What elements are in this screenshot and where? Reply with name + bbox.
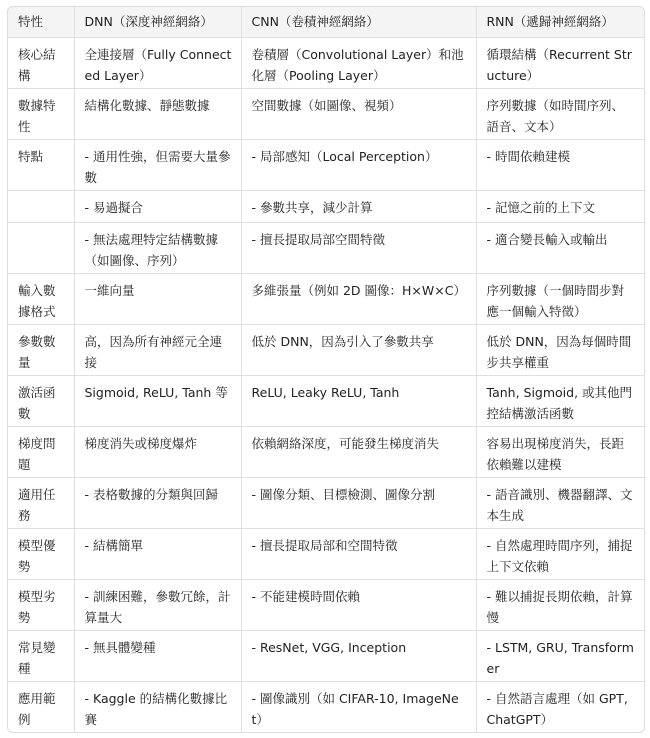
- cnn-cell: - 擅長提取局部和空間特徵: [241, 528, 476, 579]
- rnn-cell: 循環結構（Recurrent Structure）: [476, 37, 644, 88]
- feature-cell: [8, 222, 74, 273]
- feature-cell: 應用範例: [8, 681, 74, 732]
- rnn-cell: - 語音識別、機器翻譯、文本生成: [476, 477, 644, 528]
- table-row: [8, 324, 644, 375]
- table-row: [8, 222, 644, 273]
- cnn-cell: - 不能建模時間依賴: [241, 579, 476, 630]
- feature-cell: 常見變種: [8, 630, 74, 681]
- table-row: [8, 426, 644, 477]
- table-row: [8, 88, 644, 139]
- rnn-cell: - 難以捕捉長期依賴，計算慢: [476, 579, 644, 630]
- header-rnn: RNN（遞歸神經網絡）: [476, 7, 644, 37]
- cnn-cell: - 圖像分類、目標檢測、圖像分割: [241, 477, 476, 528]
- table-row: [8, 273, 644, 324]
- rnn-cell: 序列數據（一個時間步對應一個輸入特徵）: [476, 273, 644, 324]
- cnn-cell: - 圖像識別（如 CIFAR-10, ImageNet）: [241, 681, 476, 732]
- cnn-cell: 低於 DNN，因為引入了參數共享: [241, 324, 476, 375]
- rnn-cell: 低於 DNN，因為每個時間步共享權重: [476, 324, 644, 375]
- cnn-cell: 空間數據（如圖像、視頻）: [241, 88, 476, 139]
- cnn-cell: 多維張量（例如 2D 圖像：H×W×C）: [241, 273, 476, 324]
- header-dnn: DNN（深度神經網絡）: [74, 7, 241, 37]
- dnn-cell: - Kaggle 的結構化數據比賽: [74, 681, 241, 732]
- dnn-cell: - 表格數據的分類與回歸: [74, 477, 241, 528]
- table-row: [8, 190, 644, 222]
- dnn-cell: - 易過擬合: [74, 190, 241, 222]
- comparison-table-container: [7, 6, 645, 733]
- feature-cell: 輸入數據格式: [8, 273, 74, 324]
- dnn-cell: 結構化數據、靜態數據: [74, 88, 241, 139]
- cnn-cell: 卷積層（Convolutional Layer）和池化層（Pooling Layer）: [241, 37, 476, 88]
- table-row: [8, 681, 644, 732]
- dnn-cell: 全連接層（Fully Connected Layer）: [74, 37, 241, 88]
- rnn-cell: 序列數據（如時間序列、語音、文本）: [476, 88, 644, 139]
- table-row: [8, 37, 644, 88]
- dnn-cell: 一維向量: [74, 273, 241, 324]
- feature-cell: 參數數量: [8, 324, 74, 375]
- table-row: [8, 528, 644, 579]
- cnn-cell: - 參數共享，減少計算: [241, 190, 476, 222]
- table-row: [8, 630, 644, 681]
- rnn-cell: 容易出現梯度消失，長距依賴難以建模: [476, 426, 644, 477]
- rnn-cell: Tanh, Sigmoid, 或其他門控結構激活函數: [476, 375, 644, 426]
- table-row: [8, 375, 644, 426]
- table-header-row: [8, 7, 644, 37]
- feature-cell: 模型優勢: [8, 528, 74, 579]
- table-row: [8, 579, 644, 630]
- comparison-table: [8, 7, 644, 732]
- dnn-cell: - 通用性強，但需要大量參數: [74, 139, 241, 190]
- cnn-cell: - ResNet, VGG, Inception: [241, 630, 476, 681]
- feature-cell: 特點: [8, 139, 74, 190]
- header-cnn: CNN（卷積神經網絡）: [241, 7, 476, 37]
- feature-cell: 模型劣勢: [8, 579, 74, 630]
- rnn-cell: - 時間依賴建模: [476, 139, 644, 190]
- dnn-cell: Sigmoid, ReLU, Tanh 等: [74, 375, 241, 426]
- dnn-cell: - 無具體變種: [74, 630, 241, 681]
- dnn-cell: 高，因為所有神經元全連接: [74, 324, 241, 375]
- cnn-cell: 依賴網絡深度，可能發生梯度消失: [241, 426, 476, 477]
- dnn-cell: - 訓練困難，參數冗餘，計算量大: [74, 579, 241, 630]
- rnn-cell: - LSTM, GRU, Transformer: [476, 630, 644, 681]
- feature-cell: 梯度問題: [8, 426, 74, 477]
- feature-cell: [8, 190, 74, 222]
- feature-cell: 核心結構: [8, 37, 74, 88]
- dnn-cell: - 無法處理特定結構數據（如圖像、序列）: [74, 222, 241, 273]
- dnn-cell: - 結構簡單: [74, 528, 241, 579]
- dnn-cell: 梯度消失或梯度爆炸: [74, 426, 241, 477]
- table-row: [8, 139, 644, 190]
- rnn-cell: - 記憶之前的上下文: [476, 190, 644, 222]
- table-row: [8, 477, 644, 528]
- rnn-cell: - 適合變長輸入或輸出: [476, 222, 644, 273]
- feature-cell: 激活函數: [8, 375, 74, 426]
- feature-cell: 數據特性: [8, 88, 74, 139]
- rnn-cell: - 自然處理時間序列，捕捉上下文依賴: [476, 528, 644, 579]
- cnn-cell: ReLU, Leaky ReLU, Tanh: [241, 375, 476, 426]
- header-feature: 特性: [8, 7, 74, 37]
- cnn-cell: - 局部感知（Local Perception）: [241, 139, 476, 190]
- cnn-cell: - 擅長提取局部空間特徵: [241, 222, 476, 273]
- rnn-cell: - 自然語言處理（如 GPT, ChatGPT）: [486, 690, 628, 727]
- feature-cell: 適用任務: [8, 477, 74, 528]
